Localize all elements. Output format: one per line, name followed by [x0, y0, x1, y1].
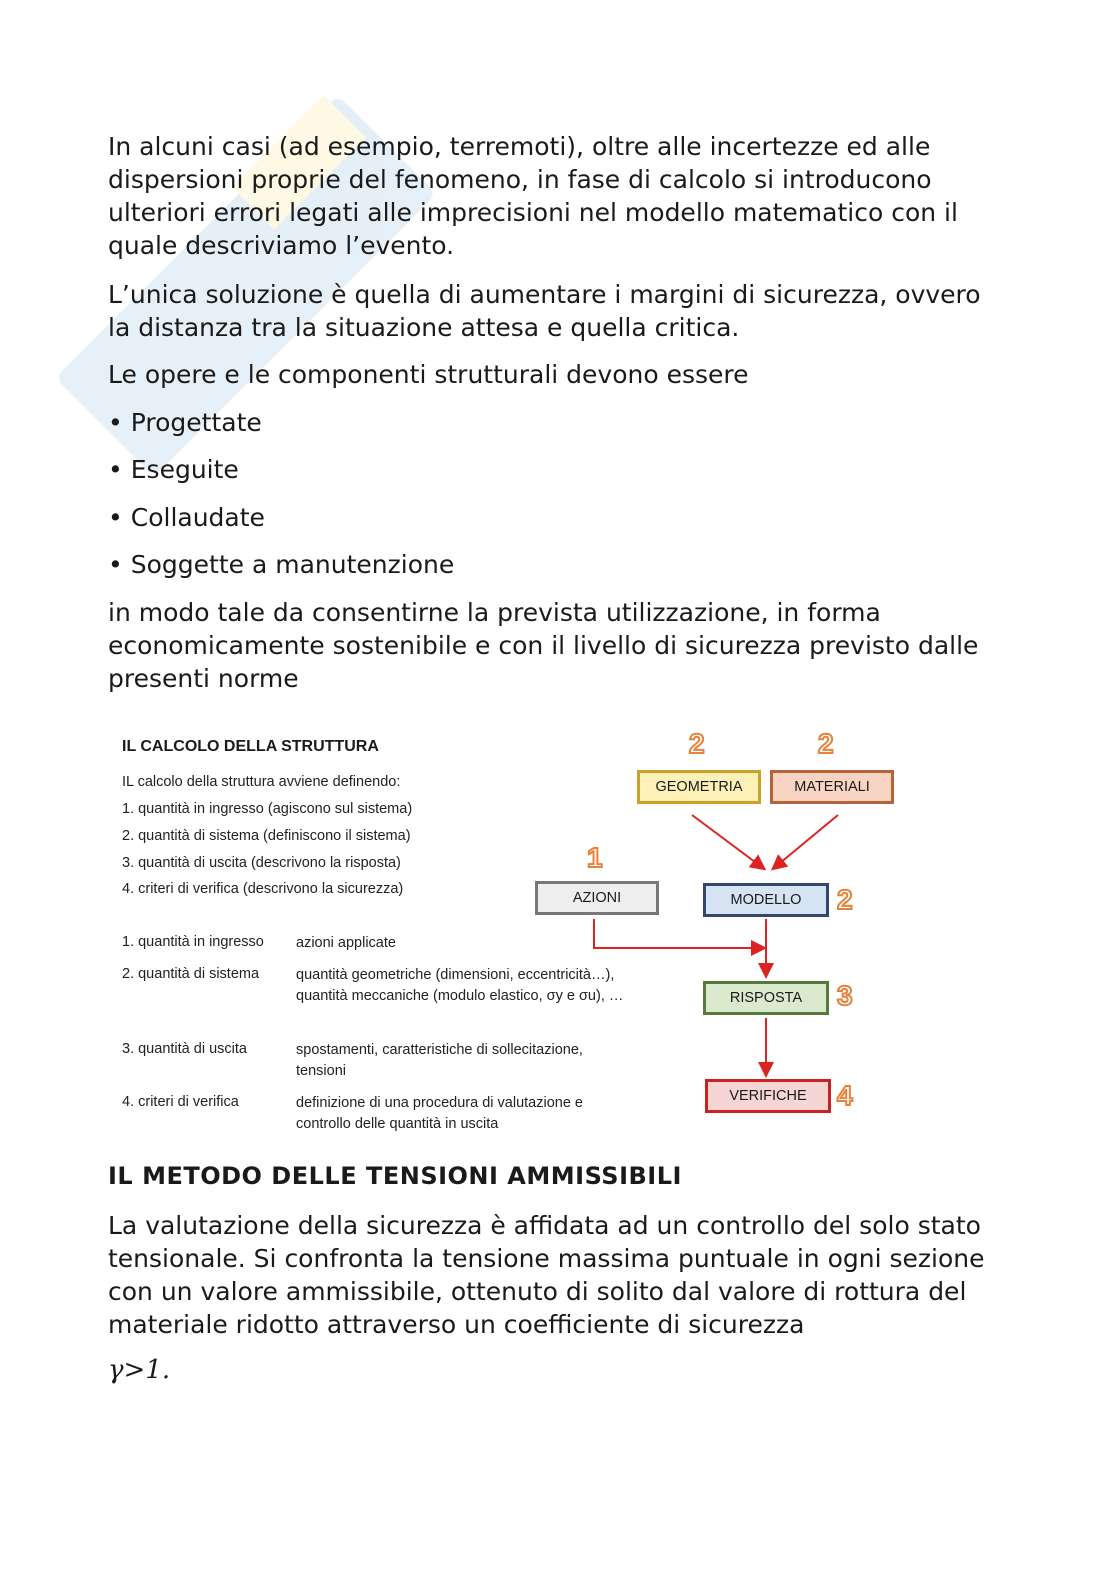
geometria-box: GEOMETRIA [637, 770, 761, 804]
number-risposta: 3 [837, 980, 853, 1011]
section-paragraph: La valutazione della sicurezza è affidata ad un controllo del solo stato tensionale. Si confronta la tensione massima puntuale in ogni sezione con un valore ammissibile, ottenuto di solito dal valore di rottura del materiale ridotto attraverso un coefficiente di sicurezza [108, 1211, 985, 1339]
definition-term: 1. quantità in ingresso [122, 934, 264, 950]
paragraph-solution: L’unica soluzione è quella di aumentare i margini di sicurezza, ovvero la distanza tra la situazione attesa e quella critica. [108, 280, 981, 342]
list-item: • Progettate [108, 408, 262, 437]
section-title: IL METODO DELLE TENSIONI AMMISSIBILI [108, 1162, 682, 1190]
modello-box: MODELLO [703, 883, 829, 917]
number-azioni: 1 [587, 842, 603, 873]
structure-calculation-figure [108, 722, 1008, 1142]
figure-step: 1. quantità in ingresso (agiscono sul sistema) [122, 801, 413, 817]
paragraph-purpose: in modo tale da consentirne la prevista utilizzazione, in forma economicamente sostenibile e con il livello di sicurezza previsto dalle presenti norme [108, 598, 979, 693]
definition-desc: quantità geometriche (dimensioni, eccentricità…), quantità meccaniche (modulo elastico, σy e σu), … [296, 967, 624, 1004]
figure-step: 4. criteri di verifica (descrivono la sicurezza) [122, 881, 404, 897]
definition-desc: azioni applicate [296, 935, 396, 951]
materiali-box: MATERIALI [770, 770, 894, 804]
list-item: • Soggette a manutenzione [108, 550, 455, 579]
number-modello: 2 [837, 884, 853, 915]
figure-step: 3. quantità di uscita (descrivono la risposta) [122, 855, 401, 871]
number-geometria: 2 [689, 728, 705, 759]
figure-step: 2. quantità di sistema (definiscono il sistema) [122, 828, 411, 844]
definition-term: 2. quantità di sistema [122, 966, 260, 982]
arrow-azioni-risposta [594, 919, 763, 948]
paragraph-list-intro: Le opere e le componenti strutturali devono essere [108, 360, 749, 389]
definition-term: 4. criteri di verifica [122, 1094, 239, 1110]
figure-intro: IL calcolo della struttura avviene definendo: [122, 774, 401, 790]
list-item: • Collaudate [108, 503, 265, 532]
number-materiali: 2 [818, 728, 834, 759]
definition-desc: definizione di una procedura di valutazione e controllo delle quantità in uscita [296, 1095, 583, 1132]
risposta-box: RISPOSTA [703, 981, 829, 1015]
paragraph-intro: In alcuni casi (ad esempio, terremoti), oltre alle incertezze ed alle dispersioni proprie del fenomeno, in fase di calcolo si introducono ulteriori errori legati alle imprecisioni nel modello matematico con il quale descriviamo l’evento. [108, 132, 958, 260]
arrow-geometria-modello [692, 815, 763, 868]
arrow-materiali-modello [774, 815, 838, 868]
number-verifiche: 4 [837, 1080, 853, 1111]
definition-desc: spostamenti, caratteristiche di sollecitazione, tensioni [296, 1042, 583, 1079]
formula: γ>1. [108, 1355, 171, 1385]
azioni-box: AZIONI [535, 881, 659, 915]
definition-term: 3. quantità di uscita [122, 1041, 247, 1057]
figure-title: IL CALCOLO DELLA STRUTTURA [122, 738, 379, 755]
verifiche-box: VERIFICHE [705, 1079, 831, 1113]
list-item: • Eseguite [108, 455, 239, 484]
